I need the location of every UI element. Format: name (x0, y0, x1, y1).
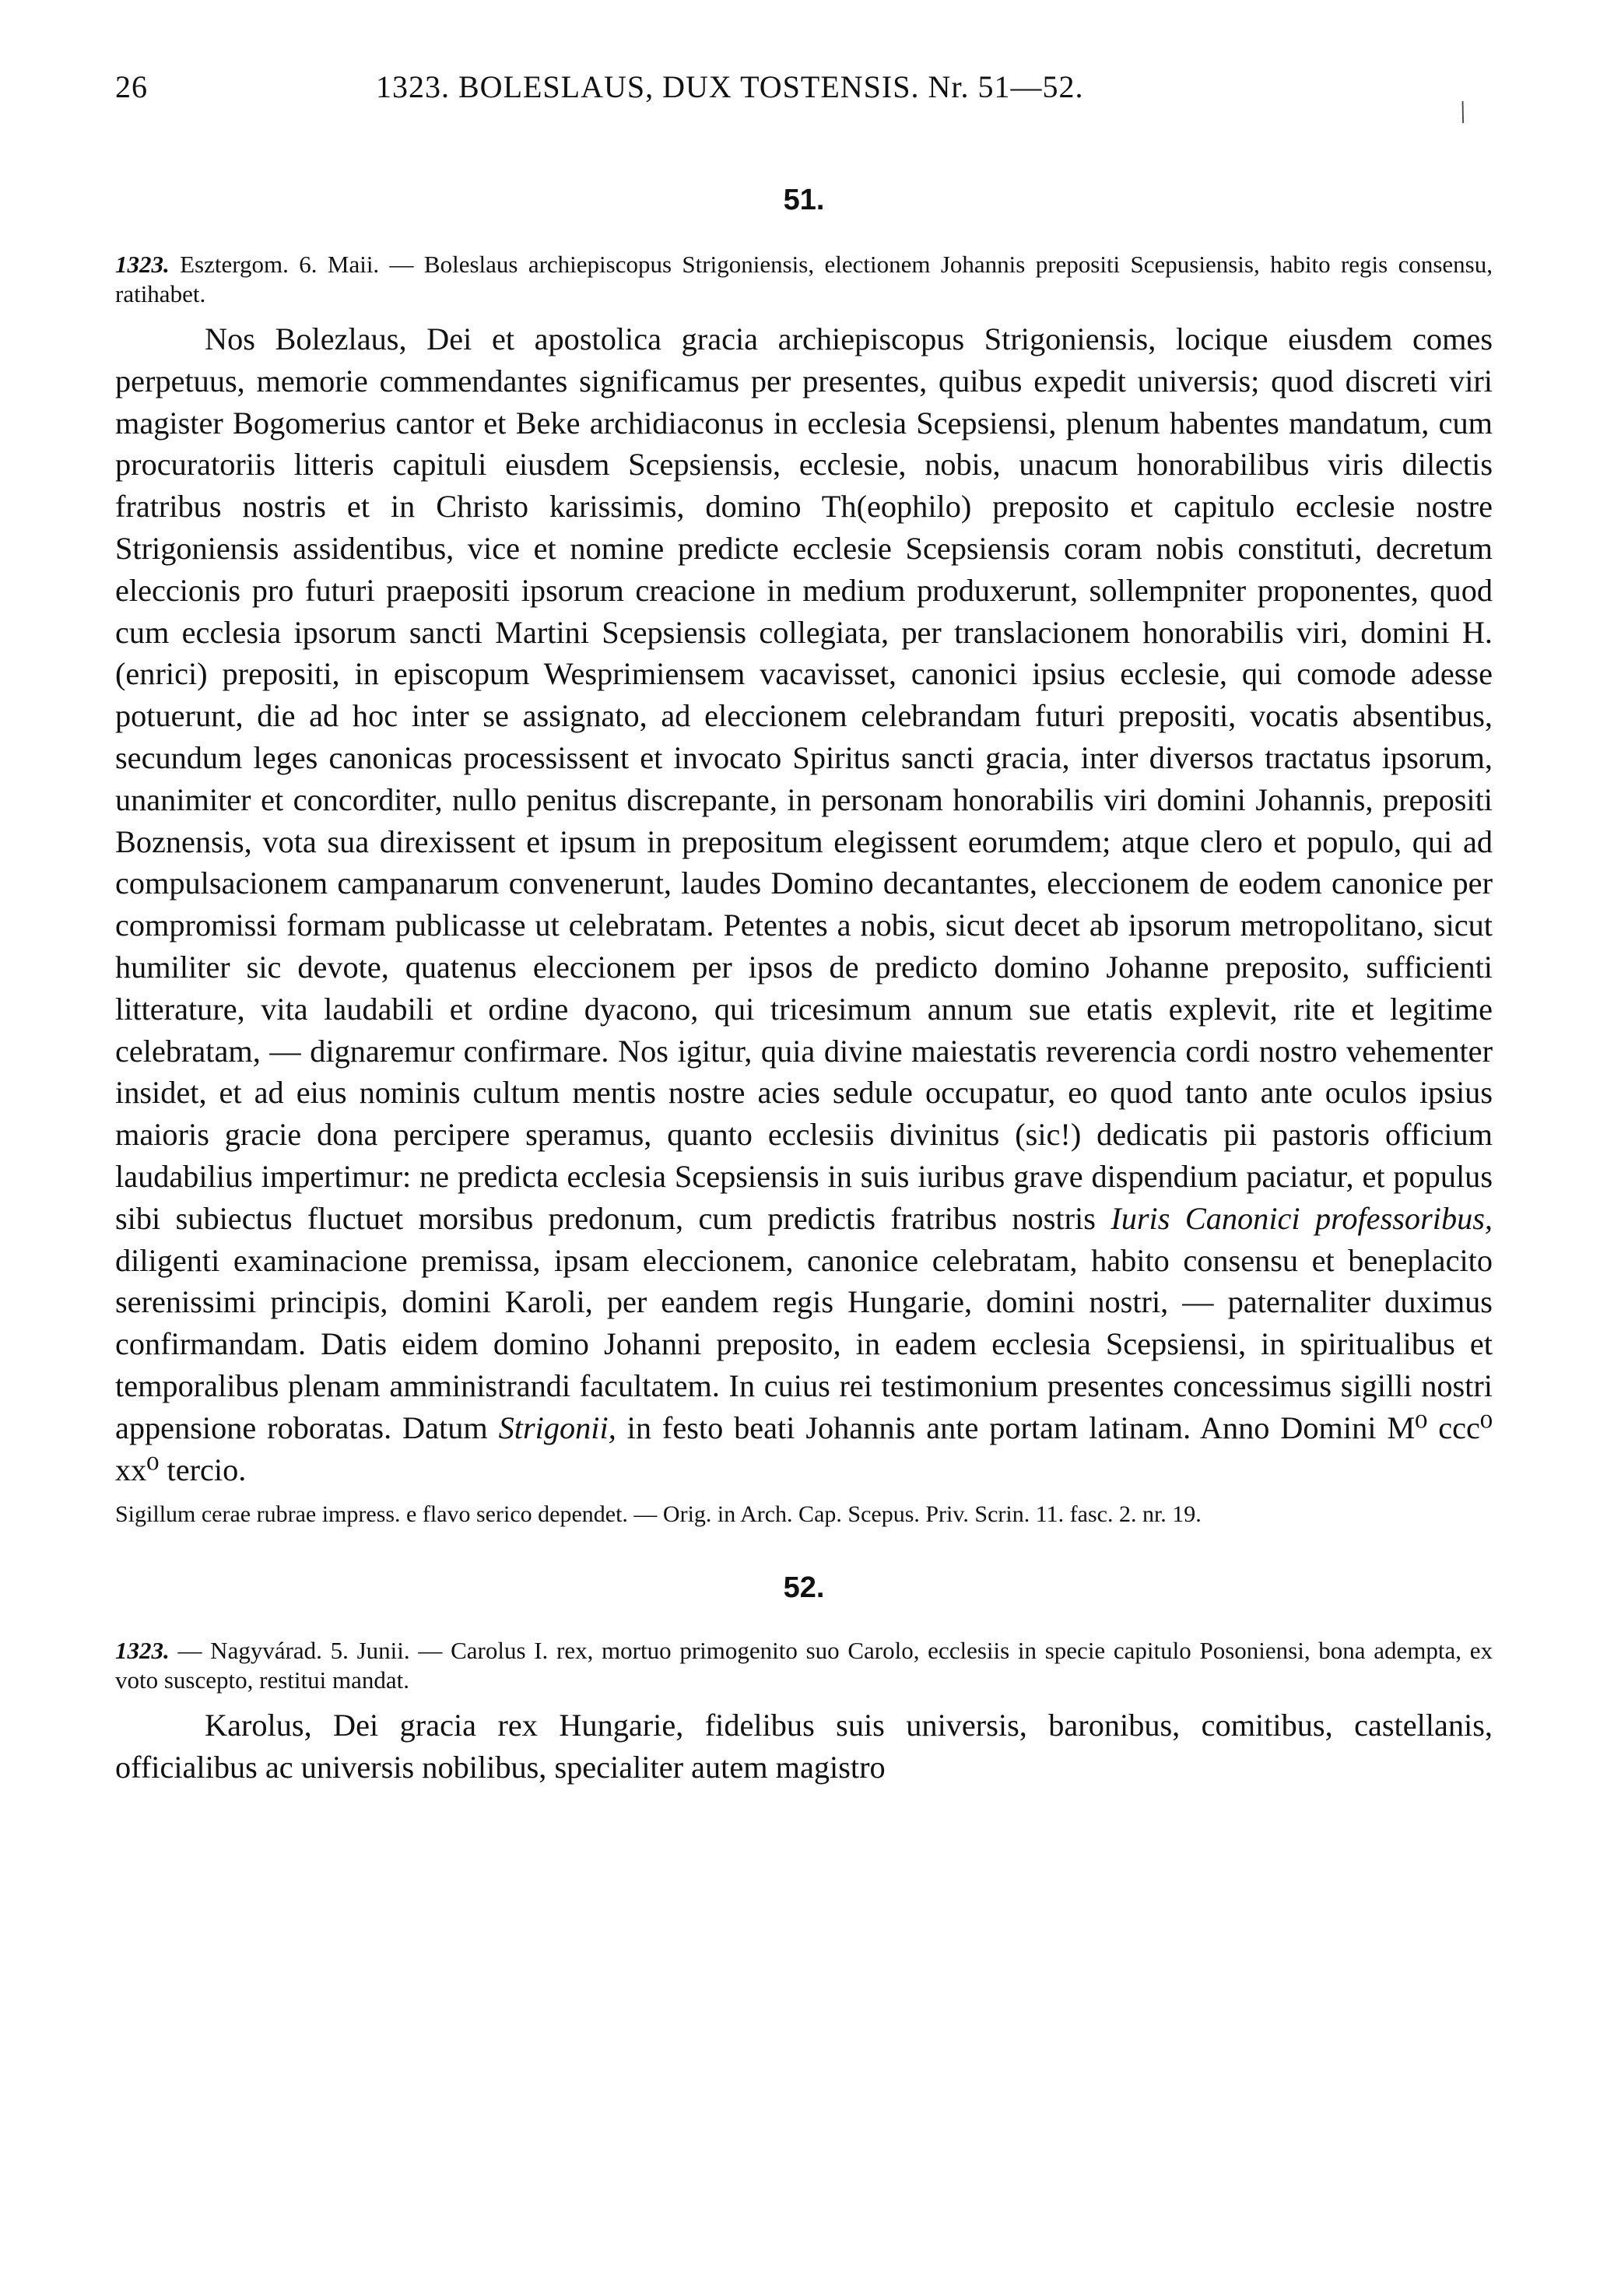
regest-year: 1323. (115, 1637, 170, 1665)
regest-year: 1323. (115, 251, 170, 278)
document-52 (115, 1571, 1493, 1789)
page-number: 26 (115, 69, 148, 104)
document-number: 52. (783, 1571, 825, 1605)
regest-text: Esztergom. 6. Maii. — Boleslaus archiepiscopus Strigoniensis, electionem Johannis prepositi Scepusiensis, habito regis consensu, ratihabet. (115, 251, 1493, 307)
charter-text-italic-2: Strigonii, (498, 1410, 616, 1445)
charter-text-part2: diligenti examinacione premissa, ipsam eleccionem, canonice celebratam, habito consensu et beneplacito serenissimi principis, domini Karoli, per eandem regis Hungarie, domini nostri, — paternaliter duximus confirmandam. Datis eidem domino Johanni preposito, in eadem ecclesia Scepsiensi, in spiritualibus et temporalibus plenam amministrandi facultatem. In cuius rei testimonium presentes concessimus sigilli nostri appensione roboratas. Datum (115, 1242, 1493, 1445)
charter-text (115, 318, 1493, 1490)
regest (115, 1636, 1493, 1695)
charter-text: Karolus, Dei gracia rex Hungarie, fidelibus suis universis, baronibus, comitibus, castellanis, officialibus ac universis nobilibus, specialiter autem magistro (115, 1708, 1493, 1785)
document-number: 51. (783, 184, 825, 216)
regest (115, 250, 1493, 309)
page (115, 68, 1493, 1789)
running-head-title: 1323. BOLESLAUS, DUX TOSTENSIS. Nr. 51—52. (376, 69, 1084, 104)
regest-text: — Nagyvárad. 5. Junii. — Carolus I. rex, mortuo primogenito suo Carolo, ecclesiis in specie capitulo Posoniensi, bona adempta, ex voto suscepto, restitui mandat. (115, 1637, 1493, 1694)
document-51 (115, 184, 1493, 1529)
charter-text-part1: Nos Bolezlaus, Dei et apostolica gracia archiepiscopus Strigoniensis, locique eiusdem comes perpetuus, memorie commendantes significamus per presentes, quibus expedit universis; quod discreti viri magister Bogomerius cantor et Beke archidiaconus in ecclesia Scepsiensi, plenum habentes mandatum, cum procuratoriis litteris capituli eiusdem Scepsiensis, ecclesie, nobis, unacum honorabilibus viris dilectis fratribus nostris et in Christo karissimis, domino Th(eophilo) preposito et capitulo ecclesie nostre Strigoniensis assidentibus, vice et nomine predicte ecclesie Scepsiensis coram nobis constituti, decretum eleccionis pro futuri praepositi ipsorum creacione in medium produxerunt, sollempniter proponentes, quod cum ecclesia ipsorum sancti Martini Scepsiensis collegiata, per translacionem honorabilis viri, domini H.(enrici) prepositi, in episcopum Wesprimiensem vacavisset, canonici ipsius ecclesie, qui comode adesse potuerunt, die ad hoc inter se assignato, ad eleccionem celebrandam futuri prepositi, vocatis absentibus, secundum leges canonicas processissent et invocato Spiritus sancti gracia, inter diversos tractatus ipsorum, unanimiter et concorditer, nullo penitus discrepante, in personam honorabilis viri domini Johannis, prepositi Boznensis, vota sua direxissent et ipsum in prepositum elegissent eorumdem; atque clero et populo, qui ad compulsacionem campanarum convenerunt, laudes Domino decantantes, eleccionem de eodem canonice per compromissi formam publicasse ut celebratam. Petentes a nobis, sicut decet ab ipsorum metropolitano, sicut humiliter sic devote, quatenus eleccionem per ipsos de predicto domino Johanne preposito, sufficienti litterature, vita laudabili et ordine dyacono, qui tricesimum annum sue etatis explevit, rite et legitime celebratam, — dignaremur confirmare. Nos igitur, quia divine maiestatis reverencia cordi nostro vehementer insidet, et ad eius nominis cultum mentis nostre acies sedule occupatur, eo quod tanto ante oculos ipsius maioris gracie dona percipere speramus, quanto ecclesiis divinitus (sic!) dedicatis pii pastoris officium laudabilius impertimur: ne predicta ecclesia Scepsiensis in suis iuribus grave dispendium paciatur, et populus sibi subiectus fluctuet morsibus predonum, cum predictis fratribus nostris (115, 321, 1493, 1236)
source-note: Sigillum cerae rubrae impress. e flavo serico dependet. — Orig. in Arch. Cap. Scepus. Priv. Scrin. 11. fasc. 2. nr. 19. (115, 1501, 1202, 1528)
stray-pencil-mark: / (1452, 93, 1473, 130)
running-head (115, 68, 1493, 115)
charter-text-part3: in festo beati Johannis ante portam latinam. Anno Domini M⁰ ccc⁰ xx⁰ tercio. (115, 1410, 1493, 1487)
charter-text-italic-1: Iuris Canonici professoribus, (1111, 1200, 1493, 1236)
